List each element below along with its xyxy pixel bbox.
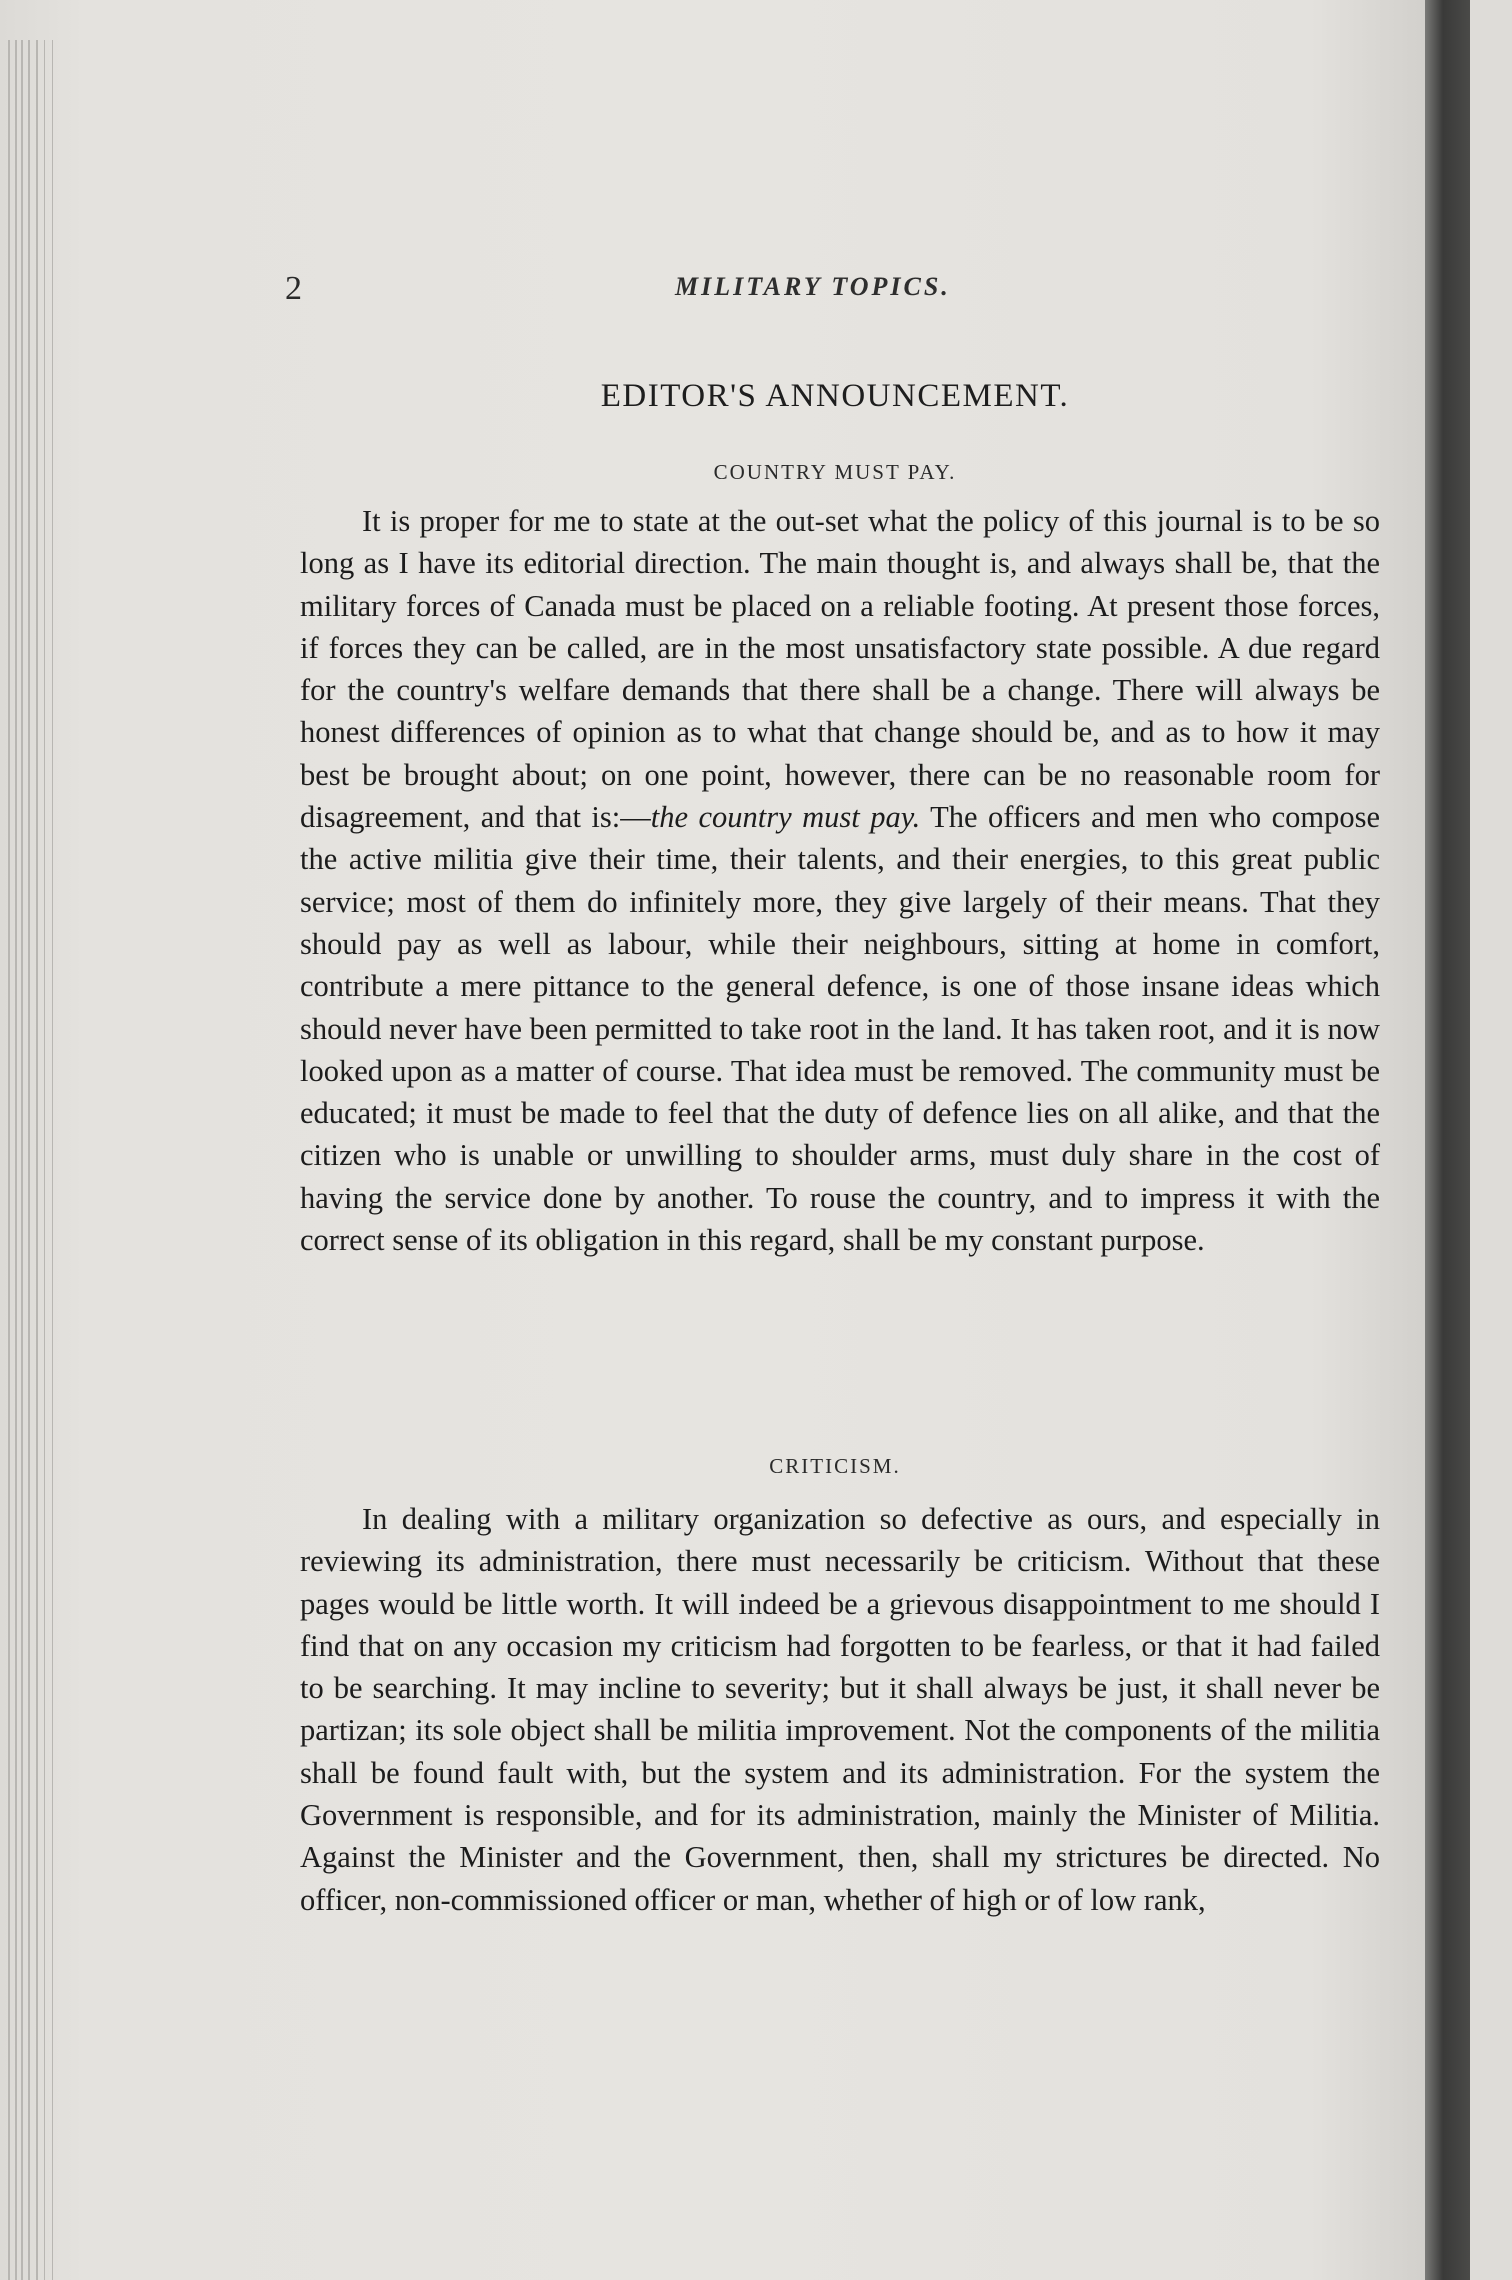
article-heading: EDITOR'S ANNOUNCEMENT. — [600, 378, 1070, 414]
paragraph-text-part: It is proper for me to state at the out-set what the policy of this journal is to be so long as I have its editorial direction. The main thought is, and always shall be, that the military forces of Canada must be placed on a reliable footing. At present those forces, if forces they can be called, are in the most unsatisfactory state possible. A due regard for the country's welfare demands that there shall be a change. There will always be honest differences of opinion as to what that change should be, and as to how it may best be brought about; on one point, however, there can be no reasonable room for disagreement, and that is:— — [300, 504, 1380, 835]
book-gutter-shadow — [1425, 0, 1470, 2280]
page-number: 2 — [285, 270, 302, 307]
paragraph-criticism: In dealing with a military organization so defective as ours, and especially in reviewing its administration, there must necessarily be criticism. Without that these pages would be little worth. It will indeed be a grievous disappointment to me should I find that on any occasion my criticism had forgotten to be fearless, or that it had failed to be searching. It may incline to severity; but it shall always be just, it shall never be partizan; its sole object shall be militia improvement. Not the components of the militia shall be found fault with, but the system and its administration. For the system the Government is responsible, and for its administration, mainly the Minister of Militia. Against the Minister and the Government, then, shall my strictures be directed. No officer, non-commissioned officer or man, whether of high or of low rank, — [300, 1502, 1380, 1917]
paragraph-text-part: The officers and men who compose the active militia give their time, their talents, and their energies, to this great public service; most of them do infinitely more, they give largely of their means. That they should pay as well as labour, while their neighbours, sitting at home in comfort, contribute a mere pittance to the general defence, is one of those insane ideas which should never have been permitted to take root in the land. It has taken root, and it is now looked upon as a matter of course. That idea must be removed. The community must be educated; it must be made to feel that the duty of defence lies on all alike, and that the citizen who is unable or unwilling to shoulder arms, must duly share in the cost of having the service done by another. To rouse the country, and to impress it with the correct sense of its obligation in this regard, shall be my constant purpose. — [300, 800, 1381, 1258]
running-title: MILITARY TOPICS. — [675, 272, 951, 301]
section-subheading-criticism: CRITICISM. — [769, 1454, 901, 1478]
facing-page-edge — [1470, 0, 1512, 2280]
italic-phrase: the country must pay. — [650, 800, 921, 835]
running-head — [285, 270, 1385, 320]
paragraph-country-must-pay — [300, 500, 1380, 1261]
section-subheading-country-must-pay: COUNTRY MUST PAY. — [713, 460, 957, 484]
page-edge-lines — [8, 40, 63, 2280]
